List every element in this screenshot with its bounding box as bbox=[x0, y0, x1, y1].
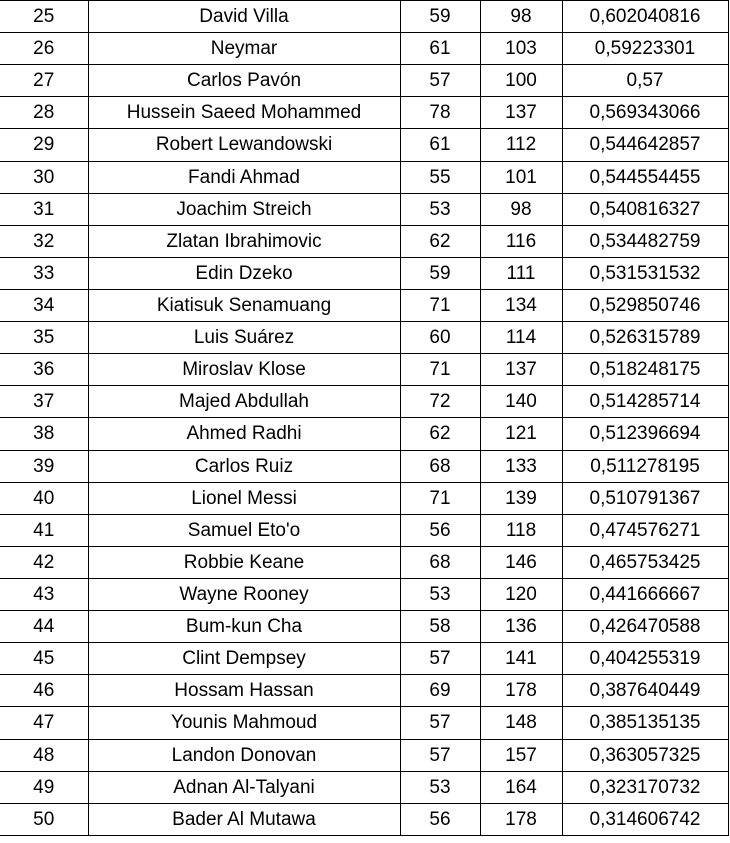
value-b-cell: 146 bbox=[480, 546, 562, 578]
value-b-cell: 98 bbox=[480, 1, 562, 33]
ratio-cell: 0,426470588 bbox=[562, 611, 728, 643]
rank-cell: 46 bbox=[0, 675, 88, 707]
value-b-cell: 148 bbox=[480, 707, 562, 739]
value-a-cell: 56 bbox=[400, 514, 480, 546]
player-name-cell: Bader Al Mutawa bbox=[88, 803, 400, 835]
value-b-cell: 133 bbox=[480, 450, 562, 482]
player-name-cell: Robert Lewandowski bbox=[88, 129, 400, 161]
player-name-cell: Carlos Ruiz bbox=[88, 450, 400, 482]
value-a-cell: 53 bbox=[400, 771, 480, 803]
ratio-cell: 0,540816327 bbox=[562, 193, 728, 225]
value-a-cell: 69 bbox=[400, 675, 480, 707]
value-a-cell: 68 bbox=[400, 450, 480, 482]
rank-cell: 32 bbox=[0, 225, 88, 257]
value-a-cell: 71 bbox=[400, 354, 480, 386]
player-name-cell: David Villa bbox=[88, 1, 400, 33]
rank-cell: 43 bbox=[0, 578, 88, 610]
player-name-cell: Robbie Keane bbox=[88, 546, 400, 578]
value-b-cell: 112 bbox=[480, 129, 562, 161]
rank-cell: 45 bbox=[0, 643, 88, 675]
table-row bbox=[0, 739, 728, 771]
ratio-cell: 0,512396694 bbox=[562, 418, 728, 450]
value-b-cell: 114 bbox=[480, 322, 562, 354]
player-name-cell: Carlos Pavón bbox=[88, 65, 400, 97]
ratio-cell: 0,474576271 bbox=[562, 514, 728, 546]
ratio-cell: 0,465753425 bbox=[562, 546, 728, 578]
player-name-cell: Landon Donovan bbox=[88, 739, 400, 771]
value-b-cell: 178 bbox=[480, 675, 562, 707]
value-a-cell: 57 bbox=[400, 65, 480, 97]
value-a-cell: 61 bbox=[400, 129, 480, 161]
ratio-cell: 0,526315789 bbox=[562, 322, 728, 354]
rank-cell: 47 bbox=[0, 707, 88, 739]
table-body bbox=[0, 1, 728, 836]
ratio-cell: 0,385135135 bbox=[562, 707, 728, 739]
player-name-cell: Bum-kun Cha bbox=[88, 611, 400, 643]
ratio-cell: 0,569343066 bbox=[562, 97, 728, 129]
ratio-cell: 0,387640449 bbox=[562, 675, 728, 707]
value-b-cell: 137 bbox=[480, 97, 562, 129]
player-name-cell: Miroslav Klose bbox=[88, 354, 400, 386]
table-row bbox=[0, 578, 728, 610]
value-b-cell: 178 bbox=[480, 803, 562, 835]
player-name-cell: Adnan Al-Talyani bbox=[88, 771, 400, 803]
value-a-cell: 71 bbox=[400, 482, 480, 514]
table-row bbox=[0, 482, 728, 514]
value-a-cell: 59 bbox=[400, 1, 480, 33]
value-a-cell: 56 bbox=[400, 803, 480, 835]
value-a-cell: 57 bbox=[400, 707, 480, 739]
value-b-cell: 111 bbox=[480, 257, 562, 289]
rank-cell: 26 bbox=[0, 33, 88, 65]
value-b-cell: 139 bbox=[480, 482, 562, 514]
ratio-cell: 0,441666667 bbox=[562, 578, 728, 610]
rank-cell: 30 bbox=[0, 161, 88, 193]
table-row bbox=[0, 386, 728, 418]
rank-cell: 25 bbox=[0, 1, 88, 33]
ratio-cell: 0,314606742 bbox=[562, 803, 728, 835]
ratio-cell: 0,529850746 bbox=[562, 289, 728, 321]
table-row bbox=[0, 1, 728, 33]
rank-cell: 35 bbox=[0, 322, 88, 354]
table-row bbox=[0, 257, 728, 289]
table-row bbox=[0, 161, 728, 193]
value-a-cell: 57 bbox=[400, 739, 480, 771]
value-b-cell: 120 bbox=[480, 578, 562, 610]
value-b-cell: 140 bbox=[480, 386, 562, 418]
value-a-cell: 62 bbox=[400, 225, 480, 257]
table-row bbox=[0, 643, 728, 675]
player-name-cell: Kiatisuk Senamuang bbox=[88, 289, 400, 321]
ratio-cell: 0,59223301 bbox=[562, 33, 728, 65]
ratio-cell: 0,514285714 bbox=[562, 386, 728, 418]
player-name-cell: Samuel Eto'o bbox=[88, 514, 400, 546]
value-b-cell: 103 bbox=[480, 33, 562, 65]
table-row bbox=[0, 289, 728, 321]
table-row bbox=[0, 322, 728, 354]
rank-cell: 49 bbox=[0, 771, 88, 803]
value-b-cell: 116 bbox=[480, 225, 562, 257]
rank-cell: 48 bbox=[0, 739, 88, 771]
player-name-cell: Joachim Streich bbox=[88, 193, 400, 225]
ratio-cell: 0,404255319 bbox=[562, 643, 728, 675]
value-a-cell: 78 bbox=[400, 97, 480, 129]
table-row bbox=[0, 611, 728, 643]
rank-cell: 50 bbox=[0, 803, 88, 835]
rank-cell: 29 bbox=[0, 129, 88, 161]
rank-cell: 27 bbox=[0, 65, 88, 97]
table-row bbox=[0, 97, 728, 129]
value-a-cell: 62 bbox=[400, 418, 480, 450]
value-a-cell: 72 bbox=[400, 386, 480, 418]
rank-cell: 36 bbox=[0, 354, 88, 386]
player-name-cell: Lionel Messi bbox=[88, 482, 400, 514]
player-name-cell: Wayne Rooney bbox=[88, 578, 400, 610]
ratio-cell: 0,602040816 bbox=[562, 1, 728, 33]
player-name-cell: Clint Dempsey bbox=[88, 643, 400, 675]
table-row bbox=[0, 707, 728, 739]
value-a-cell: 71 bbox=[400, 289, 480, 321]
value-b-cell: 98 bbox=[480, 193, 562, 225]
ratio-cell: 0,363057325 bbox=[562, 739, 728, 771]
rank-cell: 34 bbox=[0, 289, 88, 321]
table-row bbox=[0, 65, 728, 97]
value-a-cell: 57 bbox=[400, 643, 480, 675]
value-b-cell: 118 bbox=[480, 514, 562, 546]
value-b-cell: 101 bbox=[480, 161, 562, 193]
value-a-cell: 60 bbox=[400, 322, 480, 354]
player-name-cell: Hussein Saeed Mohammed bbox=[88, 97, 400, 129]
value-b-cell: 121 bbox=[480, 418, 562, 450]
rank-cell: 37 bbox=[0, 386, 88, 418]
value-b-cell: 164 bbox=[480, 771, 562, 803]
value-a-cell: 53 bbox=[400, 193, 480, 225]
value-a-cell: 61 bbox=[400, 33, 480, 65]
player-name-cell: Edin Dzeko bbox=[88, 257, 400, 289]
ratio-cell: 0,518248175 bbox=[562, 354, 728, 386]
value-a-cell: 53 bbox=[400, 578, 480, 610]
ratio-cell: 0,544554455 bbox=[562, 161, 728, 193]
ratio-cell: 0,323170732 bbox=[562, 771, 728, 803]
rank-cell: 38 bbox=[0, 418, 88, 450]
table-row bbox=[0, 450, 728, 482]
ratio-cell: 0,531531532 bbox=[562, 257, 728, 289]
rank-cell: 40 bbox=[0, 482, 88, 514]
table-row bbox=[0, 193, 728, 225]
table-row bbox=[0, 514, 728, 546]
value-b-cell: 157 bbox=[480, 739, 562, 771]
rank-cell: 33 bbox=[0, 257, 88, 289]
rank-cell: 39 bbox=[0, 450, 88, 482]
table-row bbox=[0, 771, 728, 803]
value-a-cell: 55 bbox=[400, 161, 480, 193]
table-row bbox=[0, 354, 728, 386]
table-row bbox=[0, 675, 728, 707]
ratio-cell: 0,534482759 bbox=[562, 225, 728, 257]
table-row bbox=[0, 225, 728, 257]
rank-cell: 44 bbox=[0, 611, 88, 643]
table-row bbox=[0, 129, 728, 161]
value-a-cell: 68 bbox=[400, 546, 480, 578]
table-row bbox=[0, 33, 728, 65]
player-name-cell: Neymar bbox=[88, 33, 400, 65]
table-row bbox=[0, 803, 728, 835]
player-name-cell: Younis Mahmoud bbox=[88, 707, 400, 739]
rank-cell: 42 bbox=[0, 546, 88, 578]
value-b-cell: 136 bbox=[480, 611, 562, 643]
value-a-cell: 59 bbox=[400, 257, 480, 289]
ratio-cell: 0,544642857 bbox=[562, 129, 728, 161]
player-name-cell: Luis Suárez bbox=[88, 322, 400, 354]
rank-cell: 31 bbox=[0, 193, 88, 225]
value-a-cell: 58 bbox=[400, 611, 480, 643]
player-name-cell: Zlatan Ibrahimovic bbox=[88, 225, 400, 257]
ratio-cell: 0,511278195 bbox=[562, 450, 728, 482]
table-row bbox=[0, 418, 728, 450]
player-name-cell: Hossam Hassan bbox=[88, 675, 400, 707]
value-b-cell: 100 bbox=[480, 65, 562, 97]
value-b-cell: 134 bbox=[480, 289, 562, 321]
ratio-cell: 0,510791367 bbox=[562, 482, 728, 514]
player-name-cell: Majed Abdullah bbox=[88, 386, 400, 418]
rank-cell: 41 bbox=[0, 514, 88, 546]
table-row bbox=[0, 546, 728, 578]
value-b-cell: 137 bbox=[480, 354, 562, 386]
player-name-cell: Fandi Ahmad bbox=[88, 161, 400, 193]
player-name-cell: Ahmed Radhi bbox=[88, 418, 400, 450]
ratio-cell: 0,57 bbox=[562, 65, 728, 97]
value-b-cell: 141 bbox=[480, 643, 562, 675]
rank-cell: 28 bbox=[0, 97, 88, 129]
